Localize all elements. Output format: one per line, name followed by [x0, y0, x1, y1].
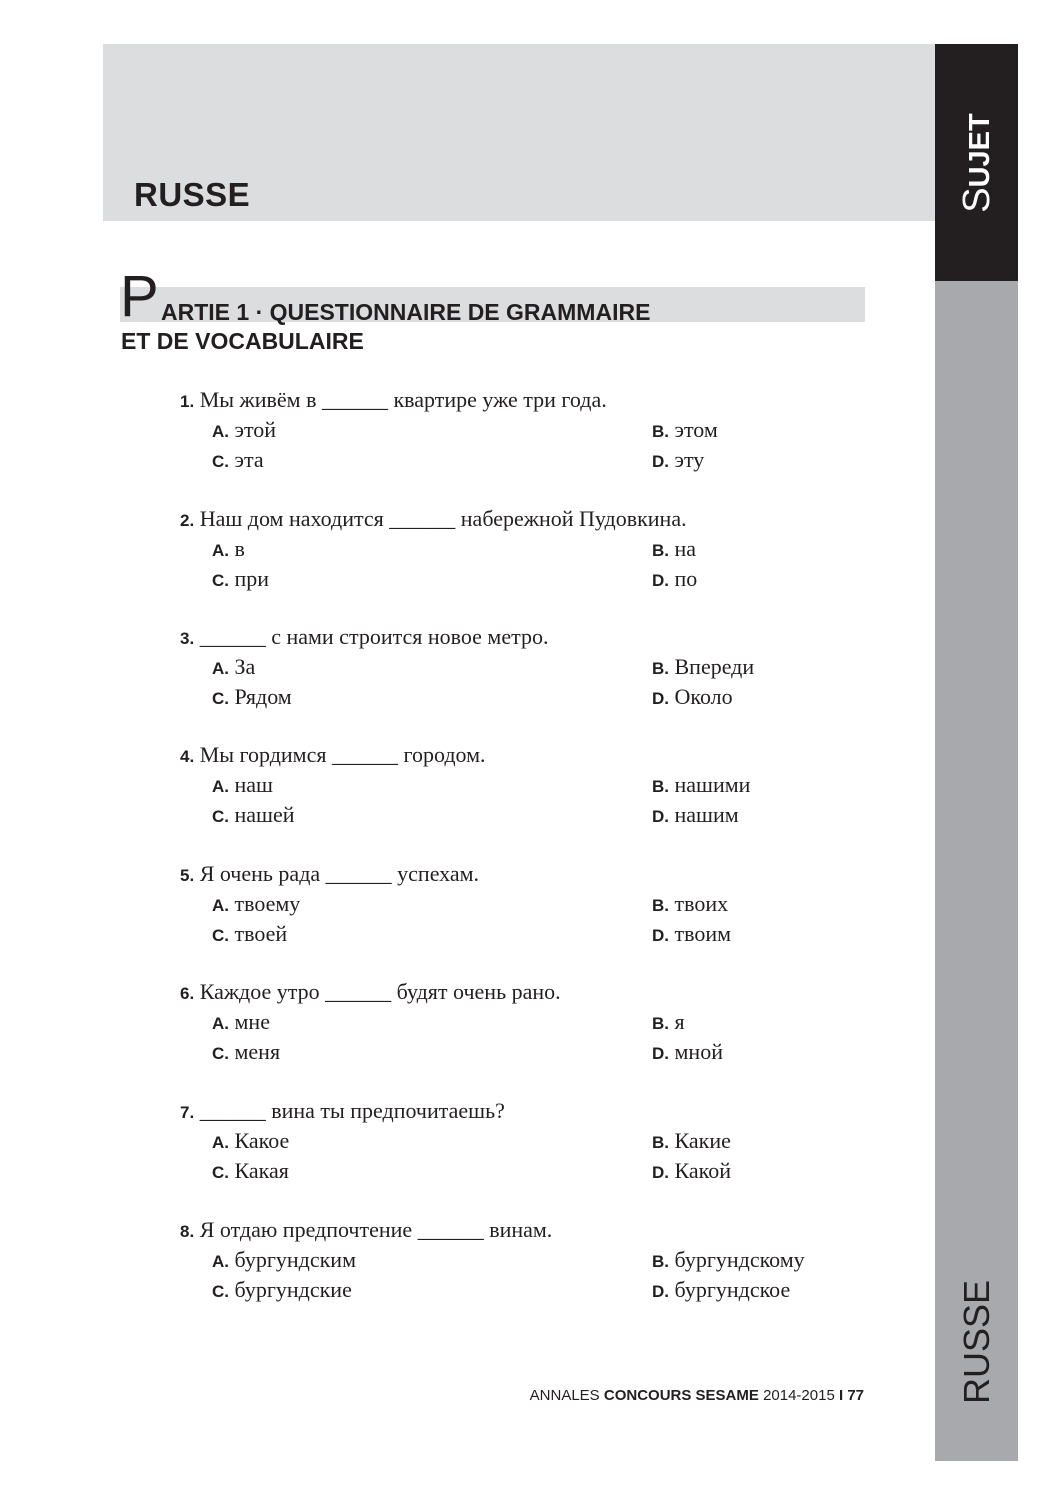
- question-text: 7. ______ вина ты предпочитаешь?: [180, 1098, 505, 1123]
- option-b: B. на: [652, 536, 697, 561]
- page-number: 77: [847, 1387, 864, 1404]
- question-text: 4. Мы гордимся ______ городом.: [180, 742, 486, 767]
- option-a: A. бургундским: [212, 1247, 356, 1272]
- question-text: 1. Мы живём в ______ квартире уже три года.: [180, 387, 607, 412]
- option-a: A. За: [212, 654, 256, 679]
- option-d: D. Около: [652, 684, 733, 709]
- option-a: A. твоему: [212, 891, 301, 916]
- section-heading-initial: P: [120, 264, 159, 329]
- option-b: B. нашими: [652, 772, 751, 797]
- option-b: B. твоих: [652, 891, 729, 916]
- option-c: C. при: [212, 566, 270, 591]
- option-c: C. эта: [212, 447, 264, 472]
- option-d: D. мной: [652, 1039, 723, 1064]
- question-text: 2. Наш дом находится ______ набережной Пудовкина.: [180, 506, 687, 531]
- question-text: 8. Я отдаю предпочтение ______ винам.: [180, 1217, 553, 1242]
- option-c: C. Рядом: [212, 684, 292, 709]
- side-label-subject: RUSSE: [956, 1279, 997, 1405]
- option-c: C. бургундские: [212, 1277, 352, 1302]
- option-a: A. наш: [212, 772, 273, 797]
- question-text: 6. Каждое утро ______ будят очень рано.: [180, 979, 561, 1004]
- option-c: C. Какая: [212, 1158, 289, 1183]
- option-a: A. в: [212, 536, 245, 561]
- option-c: C. нашей: [212, 802, 295, 827]
- option-a: A. этой: [212, 417, 277, 442]
- option-b: B. Какие: [652, 1128, 731, 1153]
- option-b: B. я: [652, 1009, 685, 1034]
- option-c: C. твоей: [212, 921, 288, 946]
- option-a: A. мне: [212, 1009, 270, 1034]
- option-d: D. эту: [652, 447, 705, 472]
- question-text: 5. Я очень рада ______ успехам.: [180, 861, 480, 886]
- question-text: 3. ______ с нами строится новое метро.: [180, 624, 549, 649]
- option-b: B. Впереди: [652, 654, 755, 679]
- side-label-sujet: SUJET: [956, 113, 998, 213]
- option-b: B. бургундскому: [652, 1247, 805, 1272]
- option-d: D. твоим: [652, 921, 732, 946]
- option-b: B. этом: [652, 417, 718, 442]
- option-d: D. нашим: [652, 802, 739, 827]
- option-c: C. меня: [212, 1039, 281, 1064]
- option-d: D. по: [652, 566, 698, 591]
- page-title: RUSSE: [134, 176, 251, 213]
- option-a: A. Какое: [212, 1128, 290, 1153]
- option-d: D. бургундское: [652, 1277, 791, 1302]
- section-heading-line2: ET DE VOCABULAIRE: [121, 328, 364, 354]
- section-heading-line1: ARTIE 1 · QUESTIONNAIRE DE GRAMMAIRE: [161, 299, 651, 325]
- option-d: D. Какой: [652, 1158, 731, 1183]
- page-footer: ANNALES CONCOURS SESAME 2014-2015 I 77: [529, 1387, 864, 1404]
